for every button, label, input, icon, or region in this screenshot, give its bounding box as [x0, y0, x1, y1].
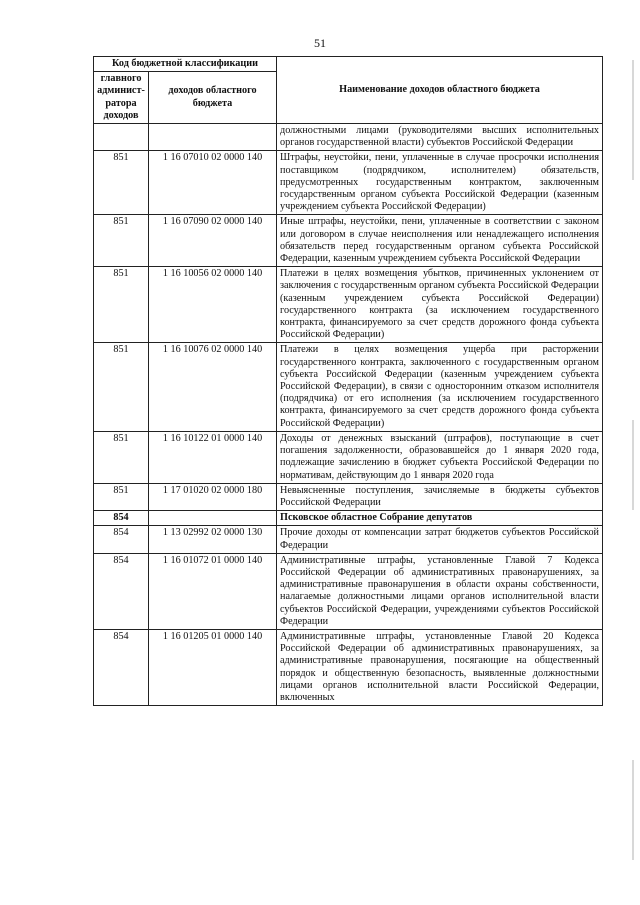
- table-row: [94, 511, 603, 526]
- revenue-code-cell: [149, 124, 277, 151]
- revenue-name-cell: Платежи в целях возмещения ущерба при расторжении государственного контракта, заключенного с государственным органом субъекта Российской Федерации (казенным учреждением субъекта Российской Федерации), в связи с односторонним отказом исполнителя (подрядчика) от его исполнения (за исключением государственного контракта, финансируемого за счет средств дорожного фонда субъекта Российской Федерации): [277, 343, 603, 431]
- revenue-name-cell: должностными лицами (руководителями высших исполнительных органов государственной власти) субъектов Российской Федерации: [277, 124, 603, 151]
- table-row: [94, 483, 603, 510]
- header-budget-classification-code: Код бюджетной классификации: [94, 57, 277, 72]
- table-row: [94, 629, 603, 705]
- admin-code-cell: [94, 124, 149, 151]
- admin-code-cell: 854: [94, 526, 149, 553]
- table-row: [94, 431, 603, 483]
- revenue-code-cell: [149, 511, 277, 526]
- revenue-code-cell: 1 13 02992 02 0000 130: [149, 526, 277, 553]
- scan-edge-mark: [632, 420, 634, 510]
- revenue-code-cell: 1 16 10056 02 0000 140: [149, 267, 277, 343]
- revenue-name-cell: Иные штрафы, неустойки, пени, уплаченные в соответствии с законом или договором в случае неисполнения или ненадлежащего исполнения обязательств перед государственным органом субъекта Российской Федерации, казенным учреждением субъекта Российской Федерации: [277, 215, 603, 267]
- scan-edge-mark: [632, 60, 634, 180]
- revenue-name-cell: Административные штрафы, установленные Главой 7 Кодекса Российской Федерации об административных правонарушениях, за административные правонарушения в области охраны собственности, налагаемые должностными лицами органов исполнительной власти субъектов Российской Федерации, учреждениями субъектов Российской Федерации: [277, 553, 603, 629]
- table-row: [94, 343, 603, 431]
- admin-code-cell: 851: [94, 151, 149, 215]
- table-row: [94, 215, 603, 267]
- table-row: [94, 151, 603, 215]
- admin-code-cell: 854: [94, 511, 149, 526]
- revenue-name-cell: Платежи в целях возмещения убытков, причиненных уклонением от заключения с государственным органом субъекта Российской Федерации (казенным учреждением субъекта Российской Федерации) государственного контракта (за исключением государственного контракта, финансируемого за счет средств дорожного фонда субъекта Российской Федерации): [277, 267, 603, 343]
- page-number: 51: [314, 36, 326, 50]
- revenue-code-cell: 1 16 10122 01 0000 140: [149, 431, 277, 483]
- revenue-name-cell: Административные штрафы, установленные Главой 20 Кодекса Российской Федерации об административных правонарушениях, за административные правонарушения, посягающие на общественный порядок и общественную безопасность, выявленные должностными лицами органов исполнительной власти Российской Федерации, включенных: [277, 629, 603, 705]
- header-regional-revenue-code: доходов областного бюджета: [149, 72, 277, 124]
- budget-classification-table: [93, 56, 603, 706]
- scan-edge-mark: [632, 760, 634, 860]
- admin-code-cell: 851: [94, 483, 149, 510]
- table-row: [94, 124, 603, 151]
- revenue-code-cell: 1 16 01205 01 0000 140: [149, 629, 277, 705]
- admin-code-cell: 851: [94, 215, 149, 267]
- revenue-code-cell: 1 16 01072 01 0000 140: [149, 553, 277, 629]
- revenue-name-cell: Доходы от денежных взысканий (штрафов), поступающие в счет погашения задолженности, образовавшейся до 1 января 2020 года, подлежащие зачислению в бюджет субъекта Российской Федерации по нормативам, действующим до 1 января 2020 года: [277, 431, 603, 483]
- table-row: [94, 267, 603, 343]
- admin-code-cell: 851: [94, 431, 149, 483]
- admin-code-cell: 851: [94, 267, 149, 343]
- admin-code-cell: 854: [94, 629, 149, 705]
- header-chief-administrator: главного админист-ратора доходов: [94, 72, 149, 124]
- table-body: [94, 124, 603, 706]
- table-row: [94, 553, 603, 629]
- header-revenue-name: Наименование доходов областного бюджета: [277, 57, 603, 124]
- admin-code-cell: 851: [94, 343, 149, 431]
- revenue-name-cell: Невыясненные поступления, зачисляемые в бюджеты субъектов Российской Федерации: [277, 483, 603, 510]
- revenue-name-cell: Прочие доходы от компенсации затрат бюджетов субъектов Российской Федерации: [277, 526, 603, 553]
- revenue-code-cell: 1 16 07010 02 0000 140: [149, 151, 277, 215]
- table-row: [94, 526, 603, 553]
- revenue-name-cell: Псковское областное Собрание депутатов: [277, 511, 603, 526]
- revenue-code-cell: 1 16 10076 02 0000 140: [149, 343, 277, 431]
- admin-code-cell: 854: [94, 553, 149, 629]
- revenue-code-cell: 1 16 07090 02 0000 140: [149, 215, 277, 267]
- revenue-name-cell: Штрафы, неустойки, пени, уплаченные в случае просрочки исполнения поставщиком (подрядчиком, исполнителем) обязательств, предусмотренных государственным контрактом, заключенным государственным органом субъекта Российской Федерации (казенным учреждением субъекта Российской Федерации): [277, 151, 603, 215]
- revenue-code-cell: 1 17 01020 02 0000 180: [149, 483, 277, 510]
